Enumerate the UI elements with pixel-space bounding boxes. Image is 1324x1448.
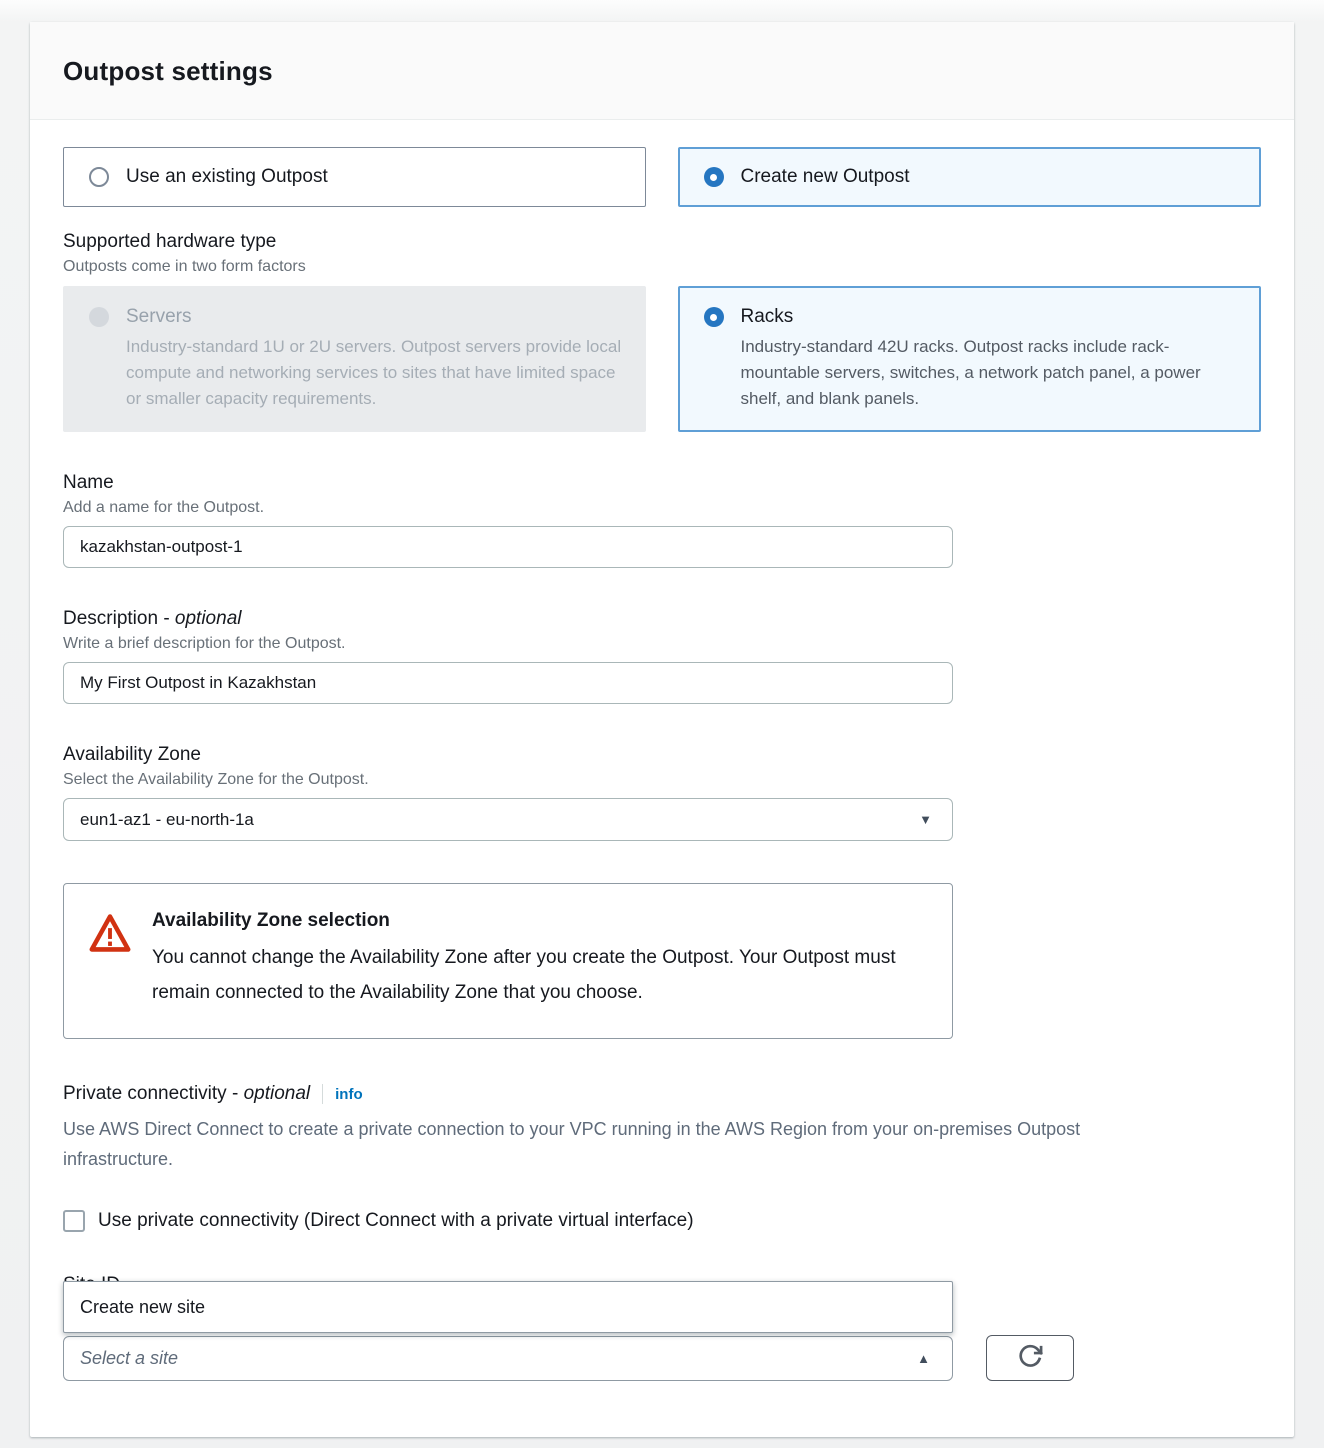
tile-description: Industry-standard 42U racks. Outpost racks include rack-mountable servers, switches, a network patch panel, a power shelf, and blank panels. — [740, 337, 1201, 408]
radio-selected-icon[interactable] — [704, 167, 724, 187]
site-id-field — [63, 1274, 1261, 1381]
availability-zone-warning — [63, 883, 953, 1039]
tile-label: Racks — [740, 306, 794, 327]
private-connectivity-label — [63, 1083, 310, 1105]
tile-create-new-outpost[interactable] — [678, 147, 1262, 207]
hardware-type-label: Supported hardware type — [63, 231, 277, 252]
private-connectivity-description: Use AWS Direct Connect to create a private connection to your VPC running in the AWS Region from your on-premises Outpost infrastructure. — [63, 1119, 1081, 1169]
private-connectivity-label-text: Private connectivity - — [63, 1083, 244, 1104]
name-constraint: Add a name for the Outpost. — [63, 499, 265, 516]
description-input[interactable] — [63, 662, 953, 704]
page-title: Outpost settings — [63, 56, 273, 86]
name-field — [63, 472, 1261, 568]
outpost-settings-card — [30, 22, 1294, 1437]
private-connectivity-checkbox-row[interactable] — [63, 1210, 1261, 1232]
tile-label: Create new Outpost — [740, 166, 910, 187]
site-id-dropdown-panel — [63, 1281, 953, 1333]
warning-title: Availability Zone selection — [152, 910, 390, 931]
card-body — [30, 147, 1294, 1381]
description-label-text: Description - — [63, 608, 175, 629]
site-id-row — [63, 1335, 1261, 1381]
checkbox-unchecked-icon[interactable] — [63, 1210, 85, 1232]
radio-disabled-icon — [89, 307, 109, 327]
description-constraint: Write a brief description for the Outpost. — [63, 635, 346, 652]
name-label: Name — [63, 472, 114, 493]
warning-content — [152, 910, 907, 1010]
name-input[interactable] — [63, 526, 953, 568]
refresh-button[interactable] — [986, 1335, 1074, 1381]
tile-label: Use an existing Outpost — [126, 166, 328, 187]
chevron-down-icon: ▼ — [919, 812, 932, 827]
tile-racks[interactable] — [678, 286, 1262, 432]
availability-zone-select[interactable] — [63, 798, 953, 841]
chevron-up-icon: ▲ — [917, 1350, 930, 1366]
tile-label: Servers — [126, 306, 192, 327]
availability-zone-selected-value: eun1-az1 - eu-north-1a — [80, 809, 254, 829]
optional-suffix: optional — [243, 1083, 311, 1104]
label-divider — [322, 1084, 323, 1104]
site-id-select[interactable] — [63, 1336, 953, 1381]
private-connectivity-header — [63, 1083, 1261, 1105]
tile-description: Industry-standard 1U or 2U servers. Outpost servers provide local compute and networking services to sites that have limited space or smaller capacity requirements. — [126, 337, 622, 408]
optional-suffix: optional — [174, 608, 242, 629]
hardware-type-tiles — [63, 286, 1261, 432]
site-id-placeholder: Select a site — [80, 1347, 179, 1368]
availability-zone-label: Availability Zone — [63, 744, 202, 765]
warning-icon — [88, 910, 132, 1010]
description-label — [63, 608, 1261, 630]
radio-unselected-icon[interactable] — [89, 167, 109, 187]
availability-zone-constraint: Select the Availability Zone for the Outpost. — [63, 771, 369, 788]
refresh-icon — [1016, 1342, 1044, 1375]
tile-use-existing-outpost[interactable] — [63, 147, 646, 207]
dropdown-option-create-new-site[interactable]: Create new site — [80, 1296, 206, 1317]
tile-servers — [63, 286, 646, 432]
availability-zone-field — [63, 744, 1261, 841]
card-header — [30, 22, 1294, 120]
description-field — [63, 608, 1261, 704]
hardware-type-constraint: Outposts come in two form factors — [63, 258, 306, 275]
info-link[interactable]: info — [335, 1085, 363, 1103]
hardware-type-field — [63, 231, 1261, 276]
radio-selected-icon[interactable] — [704, 307, 724, 327]
warning-message: You cannot change the Availability Zone after you create the Outpost. Your Outpost must remain connected to the Availability Zone that you choose. — [152, 947, 896, 1003]
outpost-source-tiles — [63, 147, 1261, 207]
private-connectivity-checkbox-label: Use private connectivity (Direct Connect with a private virtual interface) — [98, 1210, 694, 1231]
